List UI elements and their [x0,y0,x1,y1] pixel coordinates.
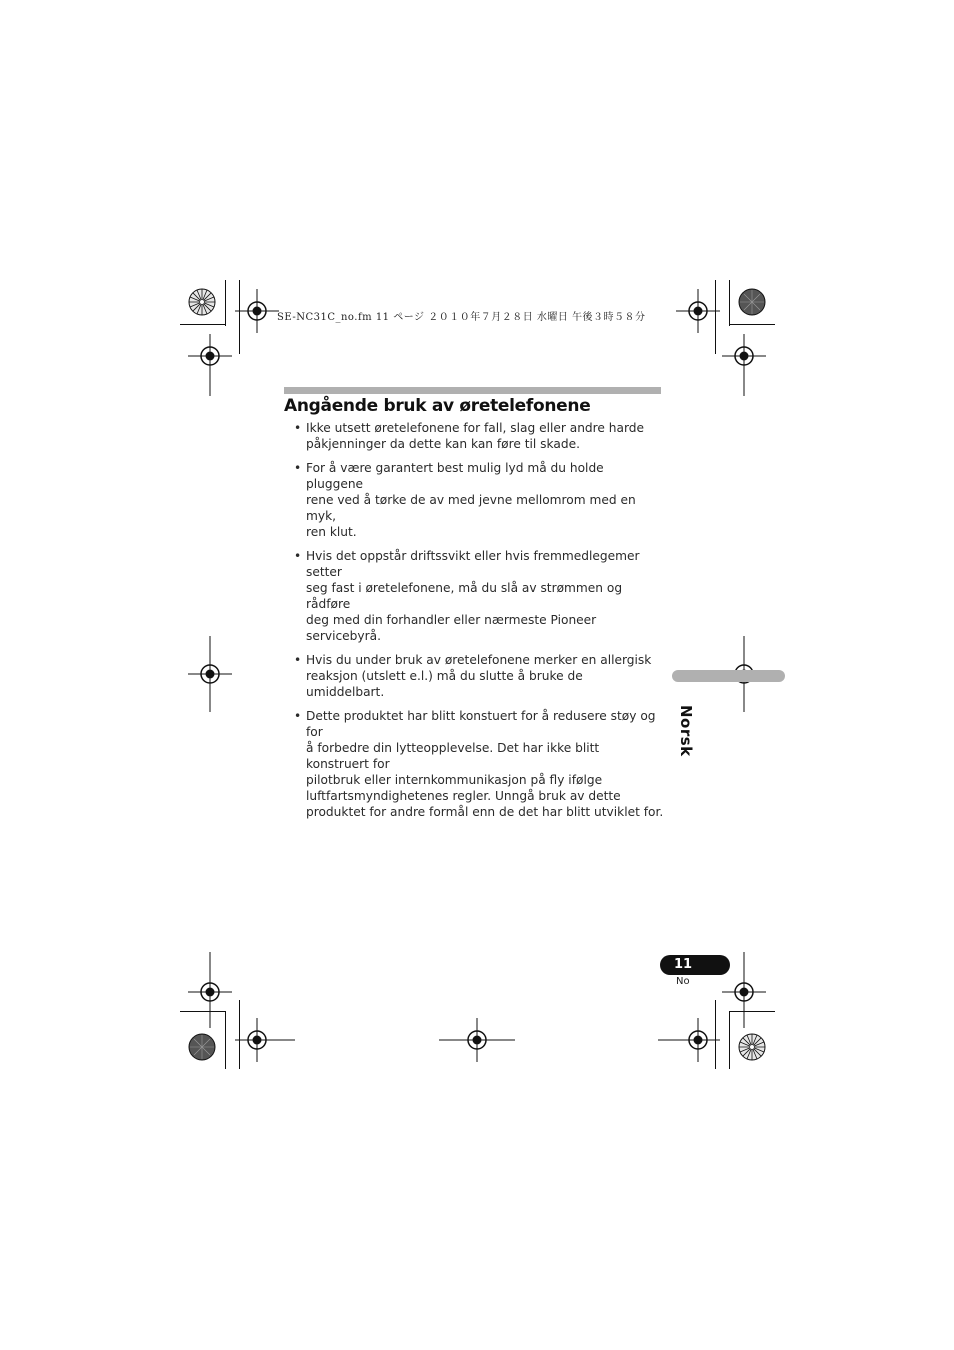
registration-mark-icon [188,952,232,1028]
bullet-icon: • [294,709,302,723]
starburst-icon [738,288,766,316]
starburst-icon [188,1033,216,1061]
list-item [294,420,664,452]
page-title: Angående bruk av øretelefonene [284,396,591,416]
list-item [294,708,664,820]
crop-line [180,324,226,325]
registration-mark-icon [722,334,766,396]
language-tab [672,670,785,682]
registration-mark-icon [676,289,720,333]
list-item [294,652,664,700]
list-item [294,548,664,644]
registration-mark-icon [235,1018,295,1062]
list-item-text: Ikke utsett øretelefonene for fall, slag eller andre harde påkjenninger da dette kan kan føre til skade. [306,421,644,451]
list-item [294,460,664,540]
list-item-text: For å være garantert best mulig lyd må du holde pluggene rene ved å tørke de av med jevne mellomrom med en myk, ren klut. [306,461,636,539]
list-item-text: Hvis du under bruk av øretelefonene merker en allergisk reaksjon (utslett e.l.) må du slutte å bruke de umiddelbart. [306,653,652,699]
registration-mark-icon [188,636,232,712]
registration-mark-icon [188,334,232,396]
crop-line [729,280,730,326]
crop-line [225,280,226,326]
list-item-text: Dette produktet har blitt konstuert for å redusere støy og for å forbedre din lytteopplevelse. Det har ikke blitt konstruert for pilotbruk eller internkommunikasjon på fly ifølge luftfartsmyndighetenes regler. Unngå bruk av dette produktet for andre formål enn de det har blitt utviklet for. [306,709,664,819]
bullet-icon: • [294,549,302,563]
bullet-list [294,420,664,828]
registration-mark-icon [439,1018,515,1062]
registration-mark-icon [658,1018,720,1062]
section-rule [284,387,661,394]
bullet-icon: • [294,461,302,475]
bullet-icon: • [294,653,302,667]
registration-mark-icon [235,289,279,333]
language-label: Norsk [677,705,695,757]
starburst-icon [188,288,216,316]
page-language-code: No [676,976,690,987]
starburst-icon [738,1033,766,1061]
bullet-icon: • [294,421,302,435]
print-header: SE-NC31C_no.fm 11 ページ ２０１０年７月２８日 水曜日 午後３時５８分 [277,312,646,323]
list-item-text: Hvis det oppstår driftssvikt eller hvis fremmedlegemer setter seg fast i øretelefonene, må du slå av strømmen og rådføre deg med din forhandler eller nærmeste Pioneer servicebyrå. [306,549,640,643]
page-number: 11 [660,955,730,975]
crop-line [729,324,775,325]
